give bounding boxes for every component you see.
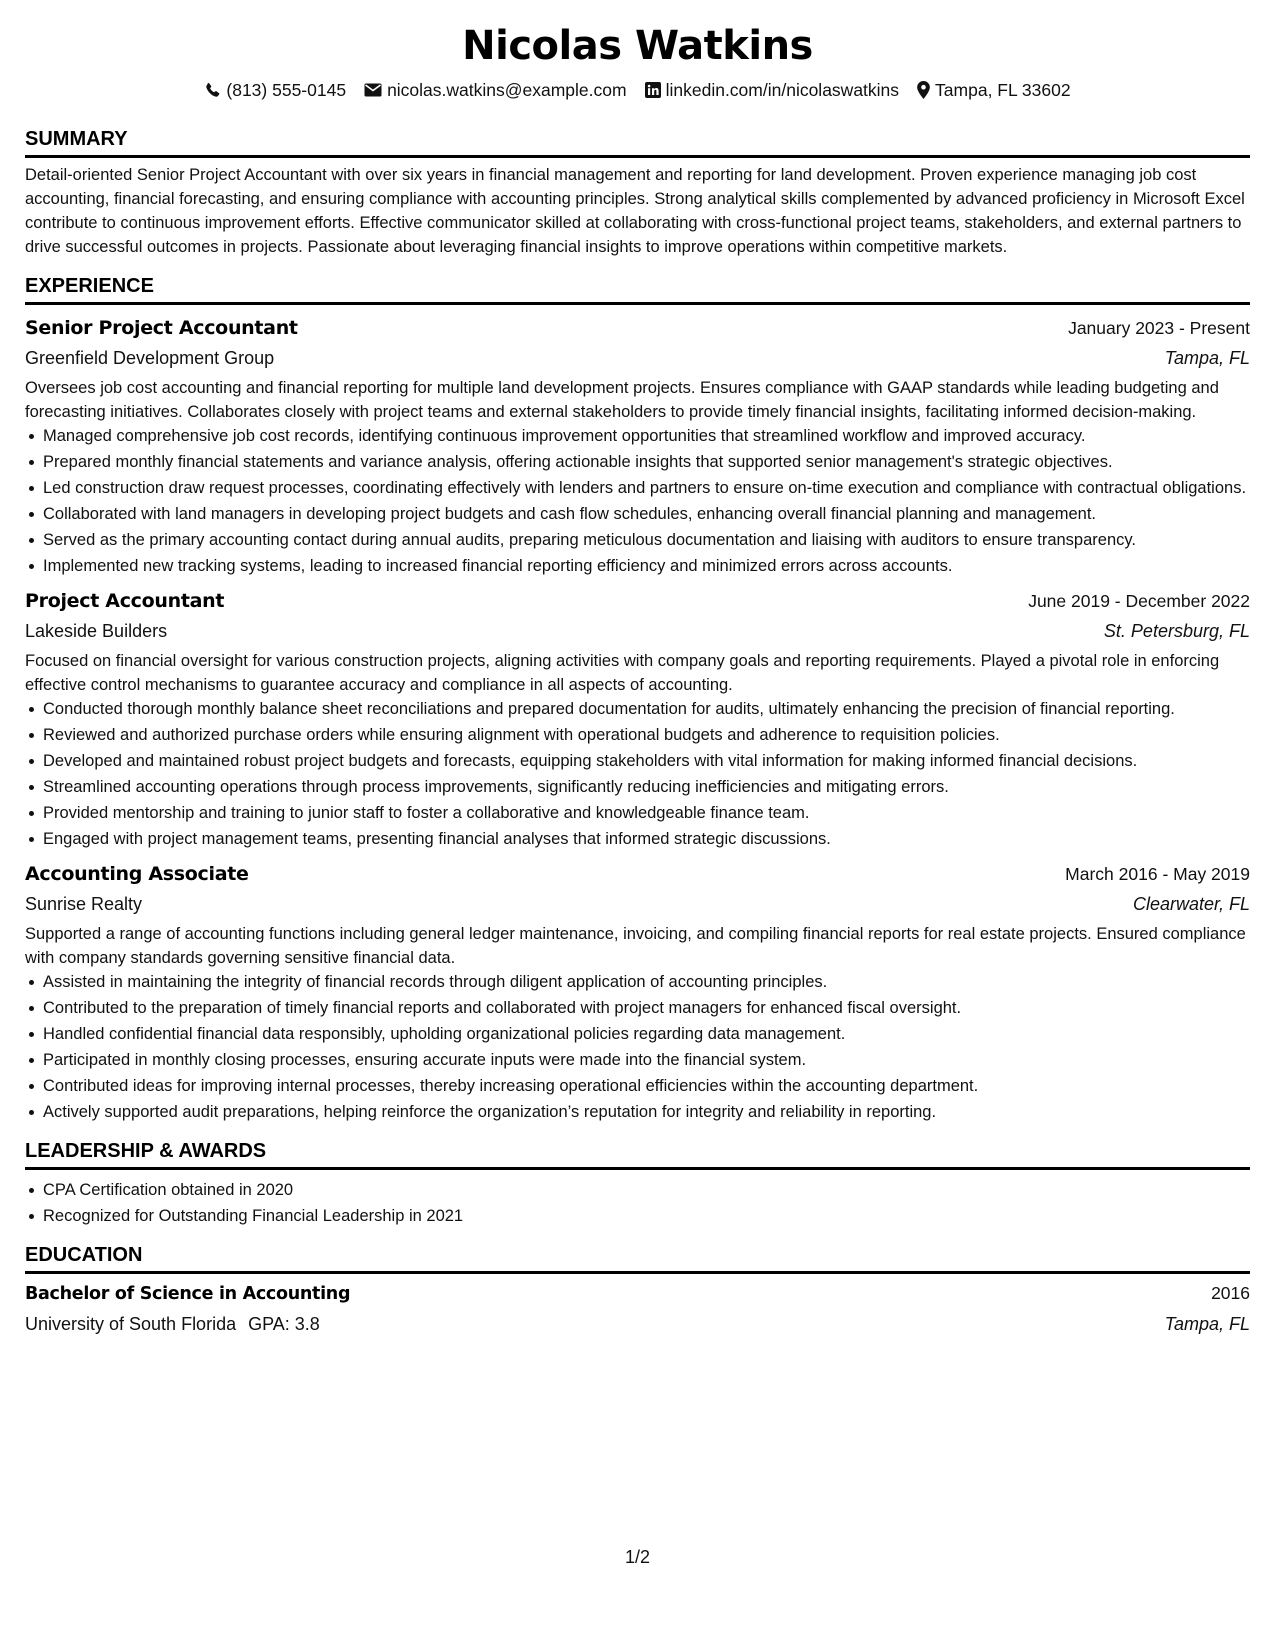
bullet-item: Served as the primary accounting contact during annual audits, preparing meticulous documentation and liaising with auditors to ensure transparency.: [43, 528, 1250, 552]
bullet-item: Engaged with project management teams, presenting financial analyses that informed strategic discussions.: [43, 827, 1250, 851]
job-header: [25, 859, 1250, 889]
bullet-item: Implemented new tracking systems, leading to increased financial reporting efficiency and minimized errors across accounts.: [43, 554, 1250, 578]
contact-linkedin[interactable]: [645, 76, 899, 104]
map-pin-icon: [917, 81, 930, 99]
contact-phone: [204, 76, 346, 104]
bullet-item: Contributed ideas for improving internal processes, thereby increasing operational efficiencies within the accounting department.: [43, 1074, 1250, 1098]
job-subheader: [25, 616, 1250, 646]
job-title: Senior Project Accountant: [25, 317, 298, 339]
gpa: GPA: 3.8: [248, 1314, 320, 1334]
job-bullets: [25, 970, 1250, 1124]
job-dates: June 2019 - December 2022: [1028, 591, 1250, 611]
section-title: LEADERSHIP & AWARDS: [25, 1138, 1250, 1170]
linkedin-text[interactable]: linkedin.com/in/nicolaswatkins: [665, 80, 900, 100]
contact-email[interactable]: [364, 76, 627, 104]
bullet-item: Led construction draw request processes, coordinating effectively with lenders and partners to ensure on-time execution and compliance with contractual obligations.: [43, 476, 1250, 500]
job-title: Accounting Associate: [25, 863, 249, 885]
bullet-item: Provided mentorship and training to junior staff to foster a collaborative and knowledgeable finance team.: [43, 801, 1250, 825]
education-subheader: [25, 1309, 1250, 1339]
bullet-item: Prepared monthly financial statements and variance analysis, offering actionable insights that supported senior management's strategic objectives.: [43, 450, 1250, 474]
bullet-item: Assisted in maintaining the integrity of financial records through diligent application of accounting principles.: [43, 970, 1250, 994]
location-text: Tampa, FL 33602: [935, 80, 1071, 100]
job-header: [25, 586, 1250, 616]
bullet-item: Actively supported audit preparations, helping reinforce the organization’s reputation for integrity and reliability in reporting.: [43, 1100, 1250, 1124]
bullet-item: Recognized for Outstanding Financial Leadership in 2021: [43, 1204, 1250, 1228]
bullet-item: Conducted thorough monthly balance sheet reconciliations and prepared documentation for audits, ultimately enhancing the precision of financial reporting.: [43, 697, 1250, 721]
company-name: Greenfield Development Group: [25, 348, 275, 368]
bullet-item: Streamlined accounting operations through process improvements, significantly reducing inefficiencies and mitigating errors.: [43, 775, 1250, 799]
summary-section: [25, 126, 1250, 259]
degree-title: Bachelor of Science in Accounting: [25, 1284, 351, 1304]
job-subheader: [25, 889, 1250, 919]
job-description: Oversees job cost accounting and financial reporting for multiple land development projects. Ensures compliance with GAAP standards while leading budgeting and forecasting initiatives. Collaborates closely with project teams and external stakeholders to provide timely financial insights, facilitating informed decision-making.: [25, 379, 1219, 421]
job-location: Tampa, FL: [1164, 348, 1250, 368]
education-section: [25, 1242, 1250, 1339]
linkedin-icon: [645, 82, 661, 98]
job-title: Project Accountant: [25, 590, 225, 612]
candidate-name: Nicolas Watkins: [462, 23, 813, 69]
job-entry: [25, 859, 1250, 1124]
education-year: 2016: [1211, 1283, 1250, 1303]
company-name: Sunrise Realty: [25, 894, 143, 914]
job-bullets: [25, 697, 1250, 851]
job-location: Clearwater, FL: [1132, 894, 1250, 914]
job-entry: [25, 586, 1250, 851]
job-description: Focused on financial oversight for various construction projects, aligning activities with company goals and reporting requirements. Played a pivotal role in enforcing effective control mechanisms to guarantee accuracy and compliance in all aspects of accounting.: [25, 652, 1220, 694]
experience-section: [25, 273, 1250, 1124]
job-description: Supported a range of accounting functions including general ledger maintenance, invoicing, and compiling financial reports for real estate projects. Ensured compliance with company standards governing sensitive financial data.: [25, 925, 1246, 967]
section-title: EXPERIENCE: [25, 273, 1250, 305]
bullet-item: Handled confidential financial data responsibly, upholding organizational policies regarding data management.: [43, 1022, 1250, 1046]
job-location: St. Petersburg, FL: [1103, 621, 1250, 641]
contact-bar: [25, 76, 1250, 104]
bullet-item: Managed comprehensive job cost records, identifying continuous improvement opportunities that streamlined workflow and improved accuracy.: [43, 424, 1250, 448]
school-line: [25, 1309, 320, 1339]
job-subheader: [25, 343, 1250, 373]
email-text[interactable]: nicolas.watkins@example.com: [387, 80, 627, 100]
education-header: [25, 1278, 1250, 1309]
phone-icon: [204, 82, 221, 99]
resume-page: [25, 20, 1250, 1339]
summary-text: Detail-oriented Senior Project Accountant with over six years in financial management and reporting for land development. Proven experience managing job cost accounting, financial forecasting, and ensuring compliance with accounting principles. Strong analytical skills complemented by advanced proficiency in Microsoft Excel contribute to continuous improvement efforts. Effective communicator skilled at collaborating with cross-functional project teams, stakeholders, and external partners to drive successful outcomes in projects. Passionate about leveraging financial insights to improve operations within competitive markets.: [25, 166, 1245, 256]
envelope-icon: [364, 83, 382, 97]
bullet-item: Participated in monthly closing processes, ensuring accurate inputs were made into the financial system.: [43, 1048, 1250, 1072]
leadership-bullets: [25, 1178, 1250, 1228]
job-header: [25, 313, 1250, 343]
bullet-item: CPA Certification obtained in 2020: [43, 1178, 1250, 1202]
leadership-section: [25, 1138, 1250, 1228]
school-name: University of South Florida: [25, 1314, 237, 1334]
page-number: 1/2: [624, 1547, 651, 1567]
job-bullets: [25, 424, 1250, 578]
job-dates: March 2016 - May 2019: [1065, 864, 1250, 884]
job-entry: [25, 313, 1250, 578]
education-location: Tampa, FL: [1164, 1314, 1250, 1334]
section-title: SUMMARY: [25, 126, 1250, 158]
company-name: Lakeside Builders: [25, 621, 168, 641]
job-dates: January 2023 - Present: [1068, 318, 1250, 338]
bullet-item: Collaborated with land managers in developing project budgets and cash flow schedules, enhancing overall financial planning and management.: [43, 502, 1250, 526]
bullet-item: Reviewed and authorized purchase orders while ensuring alignment with operational budgets and adherence to requisition policies.: [43, 723, 1250, 747]
bullet-item: Developed and maintained robust project budgets and forecasts, equipping stakeholders with vital information for making informed financial decisions.: [43, 749, 1250, 773]
contact-location: [917, 76, 1071, 104]
section-title: EDUCATION: [25, 1242, 1250, 1274]
phone-text: (813) 555-0145: [226, 80, 347, 100]
bullet-item: Contributed to the preparation of timely financial reports and collaborated with project managers for enhanced fiscal oversight.: [43, 996, 1250, 1020]
